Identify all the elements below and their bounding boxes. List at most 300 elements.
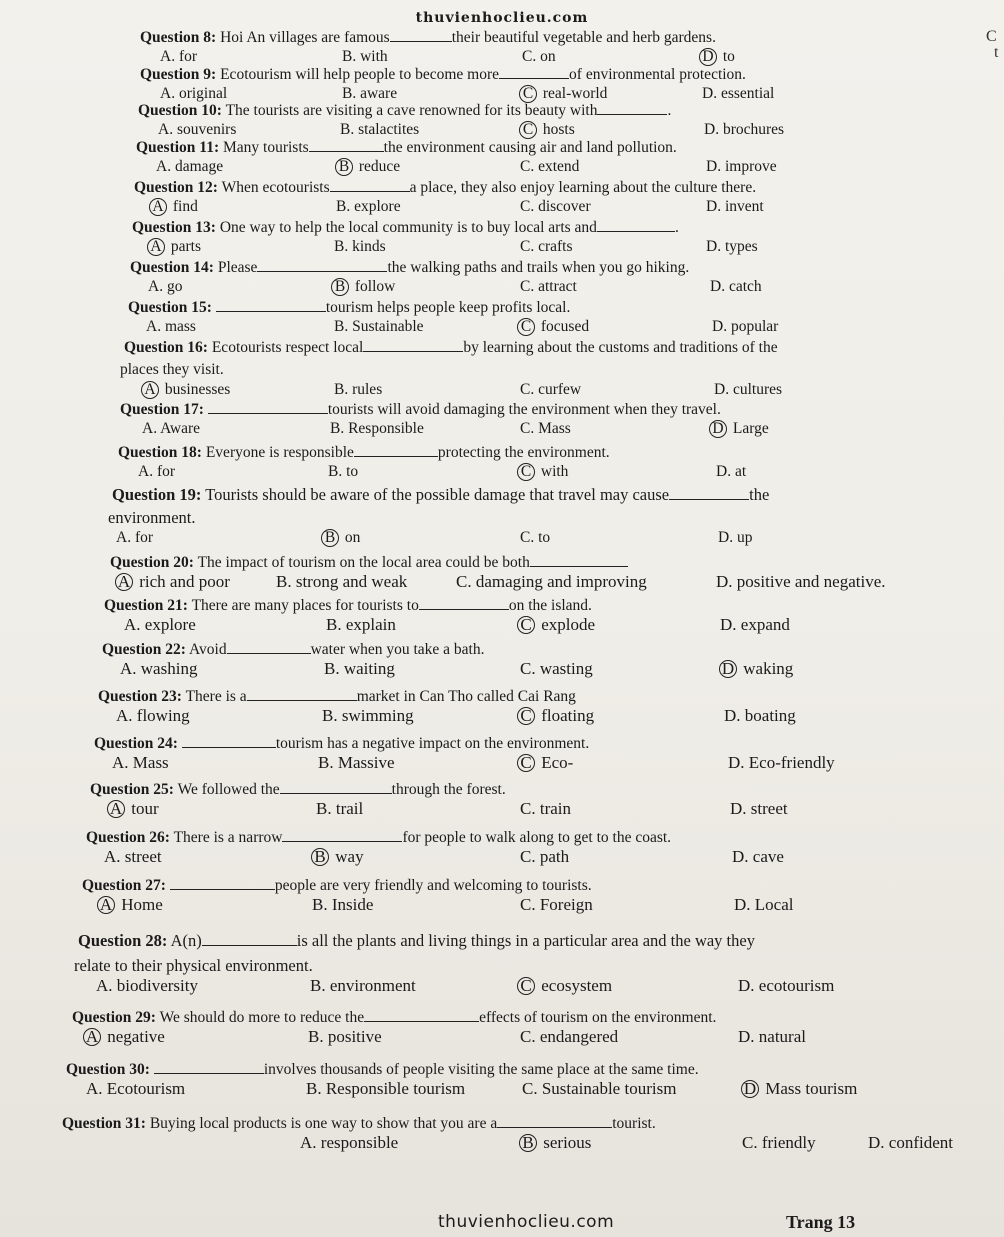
option-letter: A. xyxy=(300,1133,317,1152)
option-c[interactable] xyxy=(520,528,550,548)
option-letter: B. xyxy=(326,615,342,634)
option-letter: A. xyxy=(116,706,133,725)
option-d[interactable] xyxy=(716,462,746,482)
options-row xyxy=(0,277,1004,297)
option-letter: B. xyxy=(318,753,334,772)
question-stem xyxy=(132,218,679,237)
option-a[interactable] xyxy=(116,528,153,548)
option-letter: B. xyxy=(342,48,357,65)
option-c[interactable] xyxy=(520,706,594,726)
option-b[interactable] xyxy=(330,419,424,439)
option-b[interactable] xyxy=(338,157,400,177)
answer-blank[interactable] xyxy=(530,554,628,567)
site-header: thuvienhoclieu.com xyxy=(415,10,589,26)
question-label: Question 17: xyxy=(120,401,204,418)
option-a[interactable] xyxy=(120,659,197,679)
options-row xyxy=(0,317,1004,337)
option-d[interactable] xyxy=(734,895,793,915)
option-d[interactable] xyxy=(738,1027,806,1047)
question-text: of environmental protection. xyxy=(569,66,746,83)
question-label: Question 11: xyxy=(136,139,220,156)
option-letter: D. xyxy=(738,976,755,995)
question-text: A(n) xyxy=(170,931,202,950)
option-a[interactable] xyxy=(160,47,197,67)
option-letter: A. xyxy=(116,529,132,546)
answer-blank[interactable] xyxy=(247,688,357,701)
question-label: Question 18: xyxy=(118,444,202,461)
option-a[interactable] xyxy=(150,237,201,257)
question-text: Ecotourism will help people to become more xyxy=(220,66,500,83)
question-text: the walking paths and trails when you go hiking. xyxy=(387,259,690,276)
question-text: protecting the environment. xyxy=(437,444,610,461)
option-b[interactable] xyxy=(314,847,364,867)
question-label: Question 22: xyxy=(102,641,186,658)
question-label: Question 9: xyxy=(140,66,217,83)
option-text: aware xyxy=(360,85,398,102)
question-stem xyxy=(138,101,671,120)
option-c[interactable] xyxy=(520,277,577,297)
option-b[interactable] xyxy=(312,895,373,915)
option-c[interactable] xyxy=(520,847,569,867)
option-text: for xyxy=(178,48,198,65)
question-label: Question 28: xyxy=(78,931,168,950)
option-c[interactable] xyxy=(520,419,571,439)
option-c[interactable] xyxy=(742,1133,816,1153)
option-a[interactable] xyxy=(110,799,159,819)
option-text: endangered xyxy=(539,1027,619,1046)
option-b[interactable] xyxy=(328,462,358,482)
options-row xyxy=(0,847,1004,867)
answer-blank[interactable] xyxy=(499,66,569,79)
option-a[interactable] xyxy=(96,976,198,996)
question-stem xyxy=(110,553,628,572)
option-text: catch xyxy=(728,278,762,295)
option-text: real-world xyxy=(542,85,608,102)
option-text: focused xyxy=(540,318,590,335)
question-text: Everyone is responsible xyxy=(205,444,354,461)
question-label: Question 29: xyxy=(72,1009,156,1026)
option-c[interactable] xyxy=(520,197,591,217)
option-letter: C xyxy=(517,616,535,634)
option-text: Massive xyxy=(337,753,395,772)
option-text: strong and weak xyxy=(295,572,408,591)
option-b[interactable] xyxy=(316,799,363,819)
option-d[interactable] xyxy=(702,84,774,104)
option-d[interactable] xyxy=(702,47,735,67)
question-label: Question 19: xyxy=(112,485,202,504)
option-letter: C. xyxy=(522,48,537,65)
option-letter: A. xyxy=(138,463,154,480)
option-letter: C xyxy=(517,977,535,995)
option-text: damaging and improving xyxy=(475,572,647,591)
option-letter: B. xyxy=(316,799,332,818)
option-a[interactable] xyxy=(144,380,230,400)
answer-blank[interactable] xyxy=(354,444,438,457)
answer-blank[interactable] xyxy=(280,781,392,794)
option-b[interactable] xyxy=(310,976,416,996)
option-c[interactable] xyxy=(520,615,595,635)
option-c[interactable] xyxy=(520,462,568,482)
option-a[interactable] xyxy=(156,157,223,177)
option-c[interactable] xyxy=(520,317,589,337)
option-text: essential xyxy=(720,85,775,102)
option-text: biodiversity xyxy=(116,976,198,995)
option-text: hosts xyxy=(542,121,575,138)
answer-blank[interactable] xyxy=(216,299,326,312)
option-a[interactable] xyxy=(86,1079,185,1099)
option-d[interactable] xyxy=(738,976,834,996)
question-label: Question 24: xyxy=(94,735,178,752)
option-b[interactable] xyxy=(334,317,424,337)
option-letter: D xyxy=(741,1080,759,1098)
option-b[interactable] xyxy=(334,277,395,297)
question-label: Question 30: xyxy=(66,1061,150,1078)
option-letter: B. xyxy=(306,1079,322,1098)
question-label: Question 13: xyxy=(132,219,216,236)
options-row xyxy=(0,659,1004,679)
question-stem xyxy=(130,258,689,277)
option-a[interactable] xyxy=(148,277,182,297)
option-text: swimming xyxy=(341,706,414,725)
option-letter: C. xyxy=(520,529,535,546)
option-c[interactable] xyxy=(520,1027,618,1047)
option-d[interactable] xyxy=(722,659,793,679)
option-c[interactable] xyxy=(520,976,612,996)
option-b[interactable] xyxy=(322,706,414,726)
option-letter: A xyxy=(97,896,115,914)
option-letter: B. xyxy=(312,895,328,914)
question-text: There are many places for tourists to xyxy=(191,597,419,614)
option-d[interactable] xyxy=(728,753,835,773)
question-label: Question 8: xyxy=(140,29,217,46)
option-c[interactable] xyxy=(520,659,593,679)
option-letter: D. xyxy=(712,318,728,335)
question-stem xyxy=(86,828,671,847)
options-row xyxy=(0,895,1004,915)
option-letter: A. xyxy=(148,278,164,295)
option-text: washing xyxy=(140,659,198,678)
option-text: serious xyxy=(543,1133,592,1152)
question-text: There is a xyxy=(185,688,247,705)
answer-blank[interactable] xyxy=(257,259,387,272)
question-text: people are very friendly and welcoming to tourists. xyxy=(274,877,592,894)
question-label: Question 23: xyxy=(98,688,182,705)
option-text: curfew xyxy=(538,381,582,398)
options-row xyxy=(0,237,1004,257)
option-text: up xyxy=(736,529,753,546)
answer-blank[interactable] xyxy=(202,933,297,946)
option-text: damage xyxy=(174,158,224,175)
option-text: businesses xyxy=(164,381,231,398)
option-text: brochures xyxy=(722,121,785,138)
option-a[interactable] xyxy=(124,615,196,635)
question-text: for people to walk along to get to the coast. xyxy=(402,829,672,846)
option-letter: C. xyxy=(520,799,536,818)
answer-blank[interactable] xyxy=(208,401,328,414)
question-text: their beautiful vegetable and herb gardens. xyxy=(451,29,716,46)
option-a[interactable] xyxy=(116,706,190,726)
option-text: Mass tourism xyxy=(765,1079,858,1098)
option-text: Local xyxy=(754,895,794,914)
question-label: Question 27: xyxy=(82,877,166,894)
option-a[interactable] xyxy=(112,753,169,773)
option-letter: D. xyxy=(710,278,726,295)
question-stem xyxy=(78,931,755,950)
question-stem xyxy=(62,1114,656,1133)
option-letter: C. xyxy=(520,847,536,866)
option-letter: C. xyxy=(520,1027,536,1046)
option-a[interactable] xyxy=(104,847,162,867)
option-c[interactable] xyxy=(522,1079,676,1099)
question-stem xyxy=(104,596,592,615)
option-b[interactable] xyxy=(522,1133,591,1153)
option-d[interactable] xyxy=(714,380,782,400)
option-text: stalactites xyxy=(358,121,420,138)
option-a[interactable] xyxy=(142,419,200,439)
option-b[interactable] xyxy=(334,380,382,400)
options-row xyxy=(0,799,1004,819)
answer-blank[interactable] xyxy=(182,735,276,748)
option-letter: A. xyxy=(86,1079,103,1098)
option-letter: C xyxy=(517,463,535,481)
option-c[interactable] xyxy=(522,47,556,67)
question-text: Tourists should be aware of the possible damage that travel may cause xyxy=(205,485,670,504)
option-c[interactable] xyxy=(520,799,571,819)
option-d[interactable] xyxy=(706,237,758,257)
question-text: Ecotourists respect local xyxy=(211,339,364,356)
option-letter: A. xyxy=(146,318,162,335)
option-text: Eco- xyxy=(541,753,574,772)
option-letter: D. xyxy=(706,238,722,255)
option-text: follow xyxy=(354,278,396,295)
option-letter: D. xyxy=(728,753,745,772)
option-text: kinds xyxy=(352,238,386,255)
question-text: tourism helps people keep profits local. xyxy=(325,299,571,316)
answer-blank[interactable] xyxy=(364,1009,479,1022)
option-a[interactable] xyxy=(118,572,230,592)
question-stem xyxy=(118,443,610,462)
option-b[interactable] xyxy=(324,528,360,548)
option-text: discover xyxy=(538,198,591,215)
option-b[interactable] xyxy=(306,1079,465,1099)
option-letter: B. xyxy=(324,659,340,678)
options-row xyxy=(0,528,1004,548)
question-label: Question 15: xyxy=(128,299,212,316)
option-d[interactable] xyxy=(720,615,790,635)
answer-blank[interactable] xyxy=(282,829,402,842)
option-letter: A. xyxy=(142,420,158,437)
options-row xyxy=(0,419,1004,439)
option-c[interactable] xyxy=(520,380,581,400)
option-d[interactable] xyxy=(724,706,796,726)
option-text: types xyxy=(724,238,758,255)
answer-blank[interactable] xyxy=(330,179,410,192)
option-text: floating xyxy=(541,706,595,725)
answer-blank[interactable] xyxy=(170,877,275,890)
option-text: for xyxy=(156,463,176,480)
option-letter: B. xyxy=(334,381,349,398)
question-text: involves thousands of people visiting the same place at the same time. xyxy=(263,1061,699,1078)
option-letter: D. xyxy=(702,85,718,102)
options-row xyxy=(0,572,1004,592)
option-letter: C. xyxy=(520,381,535,398)
option-letter: D xyxy=(709,420,727,438)
option-d[interactable] xyxy=(744,1079,857,1099)
option-letter: B. xyxy=(322,706,338,725)
option-a[interactable] xyxy=(138,462,175,482)
answer-blank[interactable] xyxy=(309,139,384,152)
option-a[interactable] xyxy=(158,120,236,140)
option-text: street xyxy=(750,799,788,818)
option-c[interactable] xyxy=(520,157,579,177)
option-a[interactable] xyxy=(146,317,196,337)
option-text: positive and negative. xyxy=(736,572,886,591)
question-text: . xyxy=(674,219,679,236)
answer-blank[interactable] xyxy=(227,641,311,654)
question-text: market in Can Tho called Cai Rang xyxy=(356,688,576,705)
question-stem xyxy=(72,1008,716,1027)
option-d[interactable] xyxy=(706,157,777,177)
option-text: on xyxy=(540,48,556,65)
option-c[interactable] xyxy=(520,753,573,773)
option-d[interactable] xyxy=(704,120,784,140)
answer-blank[interactable] xyxy=(419,597,509,610)
options-row xyxy=(0,197,1004,217)
option-letter: A xyxy=(115,573,133,591)
options-row xyxy=(0,1079,1004,1099)
question-text: Hoi An villages are famous xyxy=(220,29,390,46)
option-text: with xyxy=(540,463,569,480)
question-text: . xyxy=(667,102,672,119)
option-letter: B. xyxy=(310,976,326,995)
option-letter: D. xyxy=(730,799,747,818)
option-letter: A xyxy=(141,381,159,399)
option-text: Eco-friendly xyxy=(748,753,835,772)
question-text: Avoid xyxy=(189,641,227,658)
option-letter: C. xyxy=(522,1079,538,1098)
option-letter: B. xyxy=(330,420,345,437)
option-letter: D. xyxy=(714,381,730,398)
option-a[interactable] xyxy=(100,895,163,915)
option-text: souvenirs xyxy=(176,121,237,138)
edge-mark: t xyxy=(994,44,999,61)
question-stem xyxy=(124,338,778,357)
option-c[interactable] xyxy=(520,237,573,257)
question-stem xyxy=(112,485,769,504)
option-letter: D xyxy=(719,660,737,678)
option-d[interactable] xyxy=(706,197,764,217)
options-row xyxy=(0,615,1004,635)
option-a[interactable] xyxy=(300,1133,398,1153)
question-text: We followed the xyxy=(177,781,280,798)
question-text: Please xyxy=(217,259,258,276)
options-row xyxy=(0,1133,1004,1153)
option-d[interactable] xyxy=(712,419,769,439)
answer-blank[interactable] xyxy=(597,219,675,232)
option-b[interactable] xyxy=(308,1027,382,1047)
option-text: natural xyxy=(758,1027,806,1046)
option-d[interactable] xyxy=(868,1133,953,1153)
option-c[interactable] xyxy=(520,895,593,915)
question-text: tourists will avoid damaging the environment when they travel. xyxy=(327,401,721,418)
option-b[interactable] xyxy=(334,237,386,257)
option-d[interactable] xyxy=(718,528,752,548)
option-b[interactable] xyxy=(326,615,396,635)
option-text: Ecotourism xyxy=(106,1079,186,1098)
question-text: a place, they also enjoy learning about the culture there. xyxy=(409,179,757,196)
option-d[interactable] xyxy=(710,277,762,297)
option-a[interactable] xyxy=(86,1027,165,1047)
option-text: Responsible tourism xyxy=(325,1079,466,1098)
option-letter: C. xyxy=(520,420,535,437)
answer-blank[interactable] xyxy=(597,102,667,115)
page-number: Trang 13 xyxy=(786,1212,856,1232)
option-text: popular xyxy=(730,318,779,335)
option-d[interactable] xyxy=(730,799,788,819)
option-letter: A xyxy=(147,238,165,256)
question-stem xyxy=(90,780,506,799)
question-label: Question 26: xyxy=(86,829,170,846)
option-b[interactable] xyxy=(324,659,395,679)
option-b[interactable] xyxy=(318,753,395,773)
option-letter: A. xyxy=(160,85,176,102)
question-label: Question 16: xyxy=(124,339,208,356)
option-letter: C. xyxy=(456,572,472,591)
options-row xyxy=(0,1027,1004,1047)
option-d[interactable] xyxy=(732,847,784,867)
option-b[interactable] xyxy=(276,572,407,592)
answer-blank[interactable] xyxy=(363,339,463,352)
option-letter: B. xyxy=(340,121,355,138)
question-stem xyxy=(140,65,746,84)
option-text: waking xyxy=(743,659,794,678)
option-letter: B xyxy=(519,1134,537,1152)
option-letter: D. xyxy=(724,706,741,725)
option-text: mass xyxy=(164,318,196,335)
option-a[interactable] xyxy=(152,197,198,217)
option-b[interactable] xyxy=(342,47,388,67)
question-text: tourism has a negative impact on the environment. xyxy=(275,735,590,752)
question-stem xyxy=(102,640,485,659)
question-text: One way to help the local community is to buy local arts and xyxy=(219,219,597,236)
option-d[interactable] xyxy=(716,572,886,592)
option-d[interactable] xyxy=(712,317,778,337)
option-text: with xyxy=(360,48,388,65)
option-text: rules xyxy=(352,381,383,398)
question-stem xyxy=(136,138,677,157)
options-row xyxy=(0,380,1004,400)
answer-blank[interactable] xyxy=(154,1061,264,1074)
option-text: improve xyxy=(724,158,777,175)
option-letter: D xyxy=(699,48,717,66)
option-text: cave xyxy=(752,847,784,866)
option-c[interactable] xyxy=(456,572,647,592)
option-text: waiting xyxy=(343,659,395,678)
option-letter: C. xyxy=(520,659,536,678)
option-text: Mass xyxy=(132,753,169,772)
option-letter: D. xyxy=(716,463,732,480)
answer-blank[interactable] xyxy=(390,29,452,42)
question-text: The tourists are visiting a cave renowned for its beauty with xyxy=(225,102,598,119)
option-letter: D. xyxy=(718,529,734,546)
answer-blank[interactable] xyxy=(669,487,749,500)
option-c[interactable] xyxy=(522,120,575,140)
answer-blank[interactable] xyxy=(497,1115,612,1128)
question-text: effects of tourism on the environment. xyxy=(479,1009,717,1026)
option-b[interactable] xyxy=(340,120,419,140)
question-label: Question 10: xyxy=(138,102,222,119)
option-b[interactable] xyxy=(336,197,401,217)
